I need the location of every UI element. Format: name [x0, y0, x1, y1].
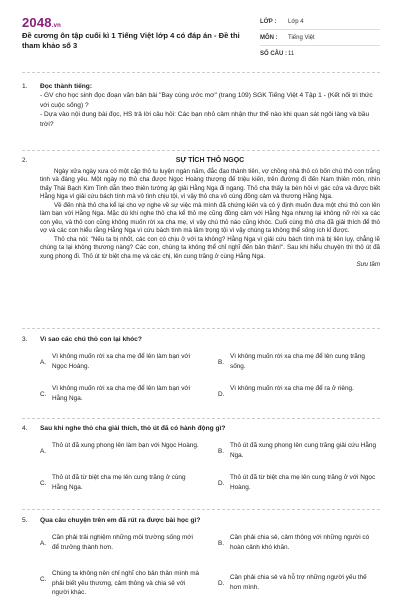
- option-text: Cần phải chia sẻ, cảm thông với những người có hoàn cảnh khó khăn.: [230, 534, 370, 551]
- question-number: 2.: [22, 157, 28, 164]
- logo-suffix: .vn: [51, 23, 62, 29]
- story-title: SỰ TÍCH THỎ NGỌC: [175, 157, 245, 164]
- option-letter: D.: [218, 580, 225, 587]
- question-number: 3.: [22, 336, 28, 343]
- meta-table: [260, 14, 380, 61]
- option-letter: C.: [40, 391, 47, 398]
- meta-row-count: [260, 46, 380, 61]
- logo-main: 2048: [22, 15, 52, 30]
- option-text: Cần phải chia sẻ và hỗ trợ những người yếu thế hơn mình.: [230, 574, 367, 591]
- question-line: - Dựa vào nội dung bài đọc, HS trả lời câu hỏi: Các bạn nhỏ cảm nhận thư thế nào khi quan sát ngôi làng và bầu trời?: [40, 111, 370, 128]
- question-line: - GV cho học sinh đọc đoạn văn bản bài "Bay cùng ước mơ" (trang 109) SGK Tiếng Việt 4 Tập 1 - (Kết nối tri thức với cuộc sống) ?: [40, 92, 373, 109]
- question-number: 5.: [22, 517, 28, 524]
- divider: [22, 72, 380, 73]
- meta-row-subject: [260, 30, 380, 46]
- option-letter: C.: [40, 576, 47, 583]
- meta-value: Lớp 4: [288, 18, 304, 25]
- question-text: Qua câu chuyện trên em đã rút ra được bài học gì?: [40, 517, 201, 524]
- story-paragraph: Về đến nhà thỏ cha kể lại cho vợ nghe về sự việc mà mình đã chứng kiến và có ý định muốn đưa một chú thỏ con lên làm bạn với Hằng Nga. Mặc dù khi nghe thỏ cha kể thỏ mẹ cũng đồng cảm với Hằng Nga nhưng lại không nỡ rời xa các con yêu, và thỏ con cũng không muốn rời xa cha mẹ, vì vậy chú thỏ nào cũng khóc. Cuối cùng thỏ cha đã giải thích để thỏ vợ và các con hiểu rằng Hằng Nga vì cứu bách tính mà lâm trọng tội vì vậy chúng ta không thể sống ích kỉ được.: [40, 201, 380, 234]
- question-text: Sau khi nghe thỏ cha giải thích, thỏ út đã có hành động gì?: [40, 425, 226, 432]
- source-credit: Sưu tầm: [356, 261, 380, 268]
- reading-passage: [40, 157, 380, 270]
- option-letter: C.: [40, 480, 47, 487]
- option-text: Cần phải trải nghiệm những môi trường sống mới để trưởng thành hơn.: [52, 534, 193, 551]
- question-1: [22, 82, 380, 146]
- meta-label: LỚP :: [260, 18, 277, 25]
- option-text: Chúng ta không nên chỉ nghĩ cho bản thân mình mà phải biết yêu thương, cảm thông và chia sẻ với người khác.: [52, 570, 200, 596]
- meta-value: Tiếng Việt: [288, 34, 315, 41]
- option-letter: A.: [40, 448, 47, 455]
- option-text: Thỏ út đã từ biệt cha mẹ lên cung trăng ở cùng Hằng Nga.: [52, 474, 186, 491]
- option-text: Vì không muốn rời xa cha mẹ để ra ở riêng.: [230, 385, 354, 392]
- story-paragraph: Thỏ cha nói: "Nếu ta bị nhốt, các con có chịu ở với ta không? Hằng Nga vì giải cứu bách tính mà bị liên lụy, chẳng lẽ chúng ta lại không thương nàng? Các con, chúng ta không thể chỉ nghĩ đến bản thân!". Sau khi hiểu chuyện thì thỏ út đã xung phong đi. Thỏ út từ biệt cha mẹ và các chị, lên cung trăng ở cùng Hằng Nga.: [40, 235, 380, 260]
- page-title: Đề cương ôn tập cuối kì 1 Tiếng Việt lớp 4 có đáp án - Đề thi tham khảo số 3: [22, 31, 240, 50]
- meta-label: SỐ CÂU :: [260, 50, 287, 57]
- divider: [22, 150, 380, 151]
- divider: [22, 328, 380, 329]
- option-letter: B.: [218, 540, 225, 547]
- question-4: [22, 425, 380, 505]
- option-letter: B.: [218, 448, 225, 455]
- question-text: Vì sao các chú thỏ con lại khóc?: [40, 336, 142, 343]
- question-3: [22, 336, 380, 416]
- meta-value: 11: [288, 50, 295, 57]
- meta-row-grade: [260, 14, 380, 30]
- option-letter: A.: [40, 359, 47, 366]
- option-text: Vì không muốn rời xa cha mẹ để lên làm bạn với Ngọc Hoàng.: [52, 353, 191, 370]
- question-number: 1.: [22, 83, 28, 90]
- option-text: Vì không muốn rời xa cha mẹ để lên làm bạn với Hằng Nga.: [52, 385, 191, 402]
- question-5: [22, 517, 380, 600]
- story-paragraph: Ngày xửa ngày xưa có một cặp thỏ tu luyện ngàn năm, đắc đạo thành tiên, vợ chồng nhà thỏ có bốn chú thỏ con trắng tinh và đáng yêu. Một ngày nọ thỏ cha được Ngọc Hoàng thượng đế triệu kiến, trên đường đi đến Nam thiên môn, nhìn thấy Thái Bạch Kim Tinh dẫn theo thiên tướng áp giải Hằng Nga đi ngang. Thỏ cha thấy lạ bèn hỏi vì gác cửa và được biết Hằng Nga vì giải cứu bách tính mà vô tình chịu tội, vì vậy thỏ cha vô cùng đồng cảm và thương Hằng Nga.: [40, 167, 380, 200]
- site-logo[interactable]: [22, 15, 61, 30]
- question-number: 4.: [22, 425, 28, 432]
- option-letter: A.: [40, 540, 47, 547]
- option-letter: D.: [218, 391, 225, 398]
- option-text: Thỏ út đã từ biệt cha mẹ lên cung trăng ở với Ngọc Hoàng.: [230, 474, 376, 491]
- question-2: [22, 157, 380, 322]
- question-heading: Đọc thành tiếng:: [40, 83, 93, 90]
- option-text: Vì không muốn rời xa cha mẹ để lên cung trăng sống.: [230, 353, 365, 370]
- meta-label: MÔN :: [260, 34, 278, 41]
- question-body: [40, 82, 380, 129]
- divider: [22, 509, 380, 510]
- option-text: Thỏ út đã xung phong lên làm bạn với Ngọc Hoàng.: [52, 442, 199, 449]
- option-letter: D.: [218, 480, 225, 487]
- option-text: Thỏ út đã xung phong lên cung trăng giải cứu Hằng Nga.: [230, 442, 377, 459]
- header: [0, 0, 400, 62]
- divider: [22, 418, 380, 419]
- option-letter: B.: [218, 359, 225, 366]
